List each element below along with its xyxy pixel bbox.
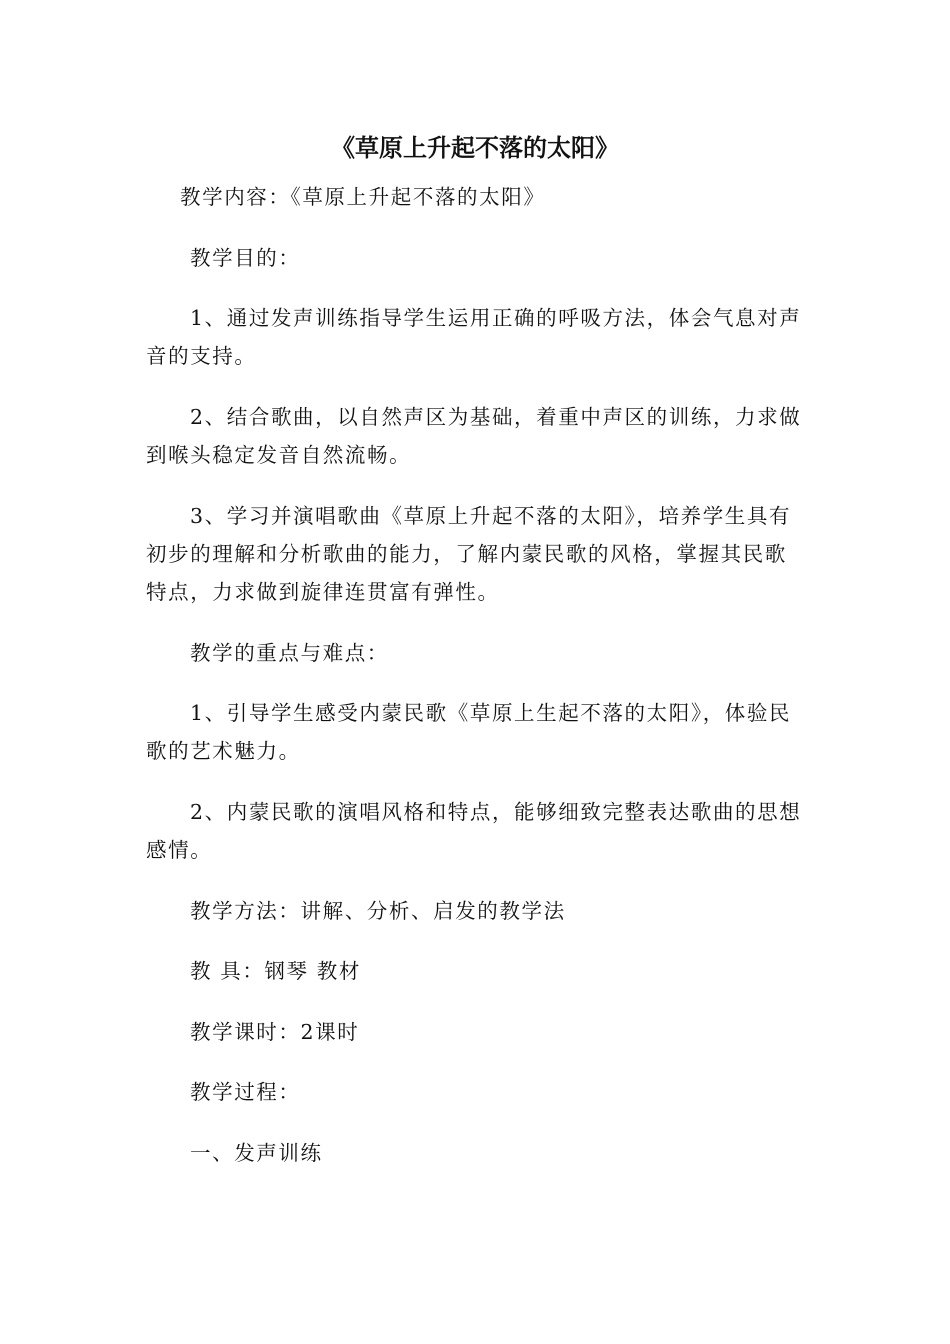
objectives-heading: 教学目的： — [190, 246, 301, 270]
objective-2-line-2: 到喉头稳定发音自然流畅。 — [146, 443, 412, 467]
tools-line: 教 具：钢琴 教材 — [190, 959, 361, 983]
hours-line: 教学课时：2课时 — [190, 1020, 360, 1044]
document-title: 《草原上升起不落的太阳》 — [331, 134, 619, 162]
section-1-heading: 一、发声训练 — [190, 1141, 323, 1165]
key-point-2-line-1: 2、内蒙民歌的演唱风格和特点，能够细致完整表达歌曲的思想 — [190, 800, 802, 824]
key-point-1-line-1: 1、引导学生感受内蒙民歌《草原上生起不落的太阳》，体验民 — [190, 701, 792, 725]
process-heading: 教学过程： — [190, 1080, 301, 1104]
objective-3-line-3: 特点，力求做到旋律连贯富有弹性。 — [146, 580, 500, 604]
objective-1-line-1: 1、通过发声训练指导学生运用正确的呼吸方法，体会气息对声 — [190, 306, 802, 330]
objective-3-line-1: 3、学习并演唱歌曲《草原上升起不落的太阳》，培养学生具有 — [190, 504, 792, 528]
content-line: 教学内容：《草原上升起不落的太阳》 — [180, 185, 546, 209]
key-points-heading: 教学的重点与难点： — [190, 641, 389, 665]
objective-1-line-2: 音的支持。 — [146, 344, 257, 368]
objective-3-line-2: 初步的理解和分析歌曲的能力，了解内蒙民歌的风格，掌握其民歌 — [146, 542, 787, 566]
key-point-1-line-2: 歌的艺术魅力。 — [146, 739, 301, 763]
key-point-2-line-2: 感情。 — [146, 838, 213, 862]
objective-2-line-1: 2、结合歌曲，以自然声区为基础，着重中声区的训练，力求做 — [190, 405, 802, 429]
method-line: 教学方法：讲解、分析、启发的教学法 — [190, 899, 566, 923]
